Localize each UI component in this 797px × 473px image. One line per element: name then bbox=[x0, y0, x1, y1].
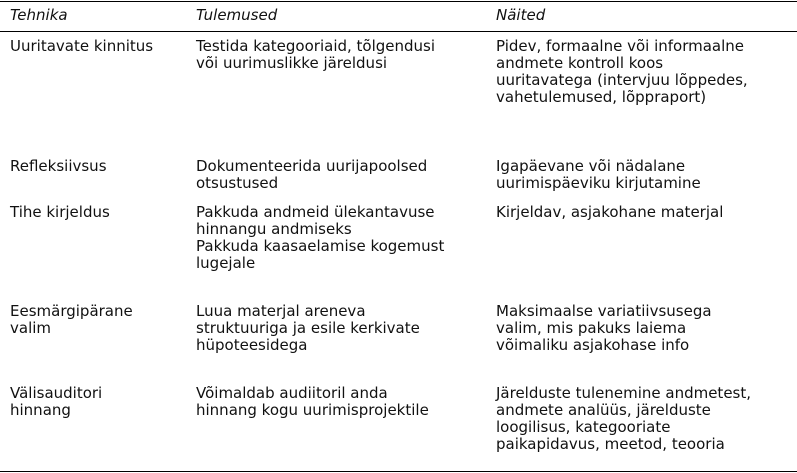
row-2-technique: Refleksiivsus bbox=[10, 157, 107, 175]
row-5-examples: Järelduste tulenemine andmetest, andmete analüüs, järelduste loogilisus, kategooriate paikapidavus, meetod, teooria bbox=[496, 384, 752, 453]
header-technique: Tehnika bbox=[10, 6, 68, 24]
row-4-technique: Eesmärgipärane valim bbox=[10, 302, 133, 337]
row-2-examples: Igapäevane või nädalane uurimispäeviku kirjutamine bbox=[496, 157, 701, 192]
row-3-examples: Kirjeldav, asjakohane materjal bbox=[496, 203, 724, 221]
row-1-examples: Pidev, formaalne või informaalne andmete kontroll koos uuritavatega (intervjuu lõppedes, vahetulemused, lõppraport) bbox=[496, 37, 748, 106]
row-2-results: Dokumenteerida uurijapoolsed otsustused bbox=[196, 157, 428, 192]
row-4-results: Luua materjal areneva struktuuriga ja esile kerkivate hüpoteesidega bbox=[196, 302, 420, 354]
row-5-results: Võimaldab audiitoril anda hinnang kogu uurimisprojektile bbox=[196, 384, 429, 419]
header-examples: Näited bbox=[496, 6, 546, 24]
header-results: Tulemused bbox=[196, 6, 278, 24]
row-1-technique: Uuritavate kinnitus bbox=[10, 37, 154, 55]
table-top-rule bbox=[0, 1, 797, 2]
header-rule bbox=[0, 31, 797, 32]
row-3-technique: Tihe kirjeldus bbox=[10, 203, 110, 221]
row-4-examples: Maksimaalse variatiivsusega valim, mis pakuks laiema võimaliku asjakohase info bbox=[496, 302, 712, 354]
row-1-results: Testida kategooriaid, tõlgendusi või uurimuslikke järeldusi bbox=[196, 37, 436, 72]
row-5-technique: Välisauditori hinnang bbox=[10, 384, 103, 419]
table-bottom-rule bbox=[0, 471, 797, 472]
row-3-results: Pakkuda andmeid ülekantavuse hinnangu andmiseks Pakkuda kaasaelamise kogemust lugejale bbox=[196, 203, 445, 272]
